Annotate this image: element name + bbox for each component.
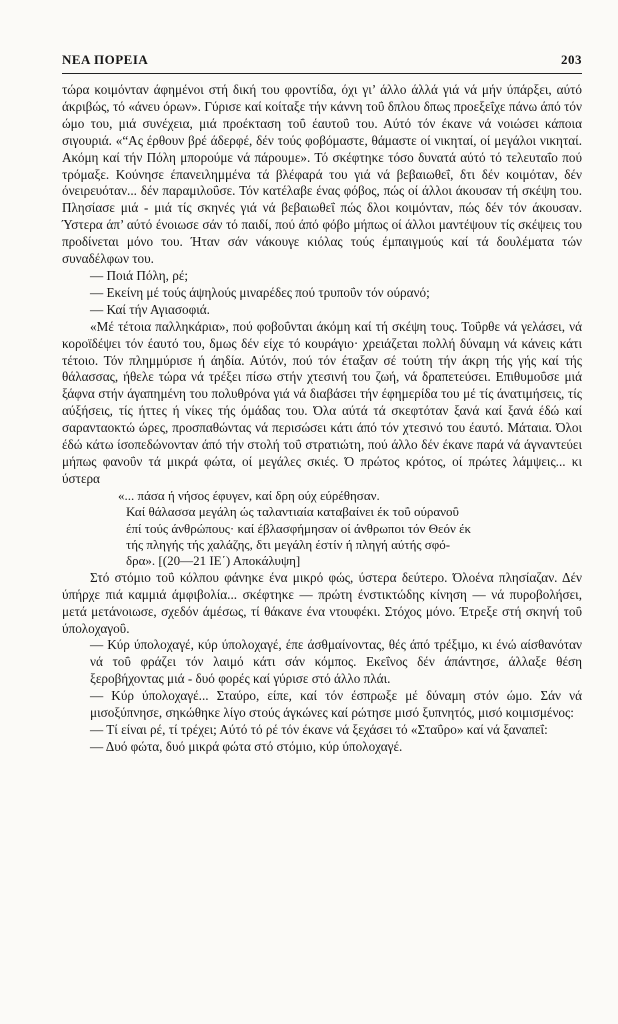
paragraph: «Μέ τέτοια παλληκάρια», πού φοβοΰνται άκόμη καί τή σκέψη τους. Τοΰρθε νά γελάσει, νά κοροϊδέψει τόν έαυτό του, δμως δέν είχε τό κουράγιο· χρειάζεται πολλή δύναμη νά κάνεις κάτι τέτοιο. Τόν πλημμύρισε ή άηδία. Αύτόν, πού τόν έταξαν σέ τούτη τήν άκρη τής γής καί τής θάλασσας, ήθελε τώρα νά τρέξει πίσω στήν χτεσινή του ζωή, νά δραπετεύσει. Επιθυμοΰσε μιά ξάφνα στήν άγαπημένη του πολυθρόνα γιά νά διαβάσει τήν έφημερίδα του μέ τίς άνατιμήσεις, τίς αύξήσεις, τίς ήττες ή νίκες τής όμάδας του. Όλα αύτά τά σκεφτόταν ξανά καί ξανά έδώ καί σαρανταοκτώ ώρες, προσπαθώντας νά περισώσει κάτι άπό τόν χτεσινό του έαυτό. Μάταια. Όλοι έδώ κάτω ίσοπεδώνονταν άπό τήν στολή τοΰ στρατιώτη, πού άλλο δέν έκανε παρά νά άγναντεύει μήπως φανοΰν τά μικρά φώτα, οί μεγάλες σκιές. Ό πρώτος κρότος, οί πρώτες λάμψεις... κι ύστερα [62,318,582,486]
quote-line: έπί τούς άνθρώπους· καί έβλασφήμησαν οί άνθρωποι τόν Θεόν έκ [126,520,472,536]
quote-line: Καί θάλασσα μεγάλη ώς ταλαντιαία καταβαίνει έκ τοΰ ούρανοΰ [126,504,459,520]
book-page [62,52,582,756]
dialogue-line: — Τί είναι ρέ, τί τρέχει; Αύτό τό ρέ τόν έκανε νά ξεχάσει τό «Σταΰρο» καί νά ξαναπεΐ: [90,721,548,737]
dialogue-line: — Κύρ ύπολοχαγέ, κύρ ύπολοχαγέ, έπε άσθμαίνοντας, θές άπό τρέξιμο, κι ένώ αίσθανόταν νά τοΰ φράζει τόν λαιμό κάτι σάν κόμπος. Εκεΐνος δέν άπάντησε, άλλαξε θέση ξεροβήχοντας μιά - δυό φορές καί γύρισε στό άλλο πλάι. [90,637,582,687]
page-body [62,82,582,756]
dialogue-line: — Ποιά Πόλη, ρέ; [90,267,189,283]
dialogue-line: — Κύρ ύπολοχαγέ... Σταύρο, είπε, καί τόν έσπρωξε μέ δύναμη στόν ώμο. Σάν νά μισοξύπνησε, σηκώθηκε λίγο στούς άγκώνες καί ρώτησε μισό ξυπνητός, μισό κοιμισμένος: [90,688,582,721]
dialogue-line: — Δυό φώτα, δυό μικρά φώτα στό στόμιο, κύρ ύπολοχαγέ. [90,738,403,754]
page-number: 203 [561,52,582,67]
running-title: ΝΕΑ ΠΟΡΕΙΑ [62,52,149,67]
dialogue-line: — Καί τήν Αγιασοφιά. [90,301,210,317]
quote-line: δρα». [(20—21 ΙΕ΄) Αποκάλυψη] [126,553,301,569]
dialogue-line: — Εκείνη μέ τούς άψηλούς μιναρέδες πού τρυποΰν τόν ούρανό; [90,284,430,300]
paragraph: Στό στόμιο τοΰ κόλπου φάνηκε ένα μικρό φώς, ύστερα δεύτερο. Όλοένα πλησίαζαν. Δέν ύπήρχε πιά καμμιά άμφιβολία... σκέφτηκε — πρώτη ένστικτώδης κίνηση — νά πυροβολήσει, μετά μετάνοιωσε, σχεδόν άμέσως, τί θάκανε ένα ντουφέκι. Στόχος μόνο. Έτρεξε στή σκηνή τοΰ ύπολοχαγοΰ. [62,569,582,636]
scripture-quote [118,487,582,570]
quote-line: «... πάσα ή νήσος έφυγεν, καί δρη ούχ εύρέθησαν. [118,487,380,503]
quote-line: τής πληγής τής χαλάζης, δτι μεγάλη έστίν ή πληγή αύτής σφό- [126,536,451,552]
paragraph: τώρα κοιμόνταν άφημένοι στή δική του φροντίδα, όχι γι’ άλλο άλλά γιά νά μήν ύπάρξει, αύτό άκριβώς, τό «άνευ όρων». Γύρισε καί κοίταξε τήν κάννη τοΰ δπλου δπως προεξεΐχε πάνω άπό τόν ώμο του, μιά συνέχεια, μιά προέκταση τοΰ έαυτοΰ του. Αύτό τόν έκανε νά νοιώσει κάποια σιγουριά. «“Ας έρθουν βρέ άδερφέ, δέν τούς φοβόμαστε, θάμαστε οί νικηταί, οί μεγάλοι νικηταί. Ακόμη καί τήν Πόλη μπορούμε νά πάρουμε». Τό σκέφτηκε τόσο δυνατά αύτό τό τελευταΐο πού τρόμαξε. Κούνησε έπανειλημμένα τά βλέφαρά του γιά νά βεβαιωθεΐ, δτι δέν κοιμόταν, δέν όνειρευόταν... δέν παραμιλοΰσε. Τόν κατέλαβε ένας φόβος, πώς οί άλλοι άκουσαν τή σκέψη του. Πλησίασε μιά - μιά τίς σκηνές γιά νά βεβαιωθεΐ πώς δλοι κοιμόνταν, πώς δέν τόν άκουσαν. Ύστερα άπ’ αύτό ένοιωσε σάν τό παιδί, πού άπό φόβο μήπως οί άλλοι μαντέψουν τίς σκέψεις του προδίνεται μόνο του. Ήταν σάν νάκουγε κιόλας τούς έμπαιγμούς καί τά δουλέματα τών συναδέλφων του. [62,82,582,267]
running-header [62,52,582,74]
